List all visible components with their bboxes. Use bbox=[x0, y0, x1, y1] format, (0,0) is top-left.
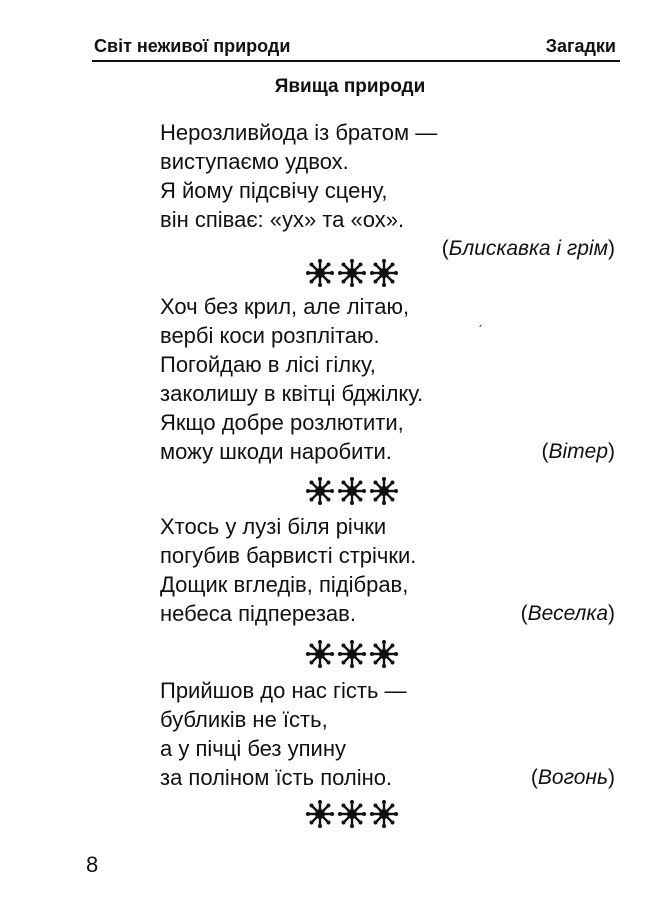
snowflake-icon bbox=[370, 477, 398, 505]
snowflake-icon bbox=[338, 477, 366, 505]
riddle-1 bbox=[160, 118, 615, 263]
riddle-line: Дощик вгледів, підібрав, bbox=[160, 572, 409, 597]
page-number: 8 bbox=[86, 852, 99, 877]
riddle-line: бубликів не їсть, bbox=[160, 707, 328, 732]
riddle-2 bbox=[160, 292, 615, 466]
answer-text: Вітер bbox=[548, 440, 608, 463]
snowflake-icon bbox=[370, 800, 398, 828]
riddle-line: небеса підперезав. bbox=[160, 601, 356, 626]
snowflake-icon bbox=[306, 640, 334, 668]
riddle-line: погубив барвисті стрічки. bbox=[160, 543, 417, 568]
snowflake-icon bbox=[306, 800, 334, 828]
snowflake-icon bbox=[370, 640, 398, 668]
header-section: Світ неживої природи bbox=[94, 36, 291, 56]
riddle-line: Нерозливйода із братом — bbox=[160, 120, 438, 145]
riddle-line: Хоч без крил, але літаю, bbox=[160, 294, 410, 319]
riddle-3 bbox=[160, 512, 615, 628]
page-title: Явища природи bbox=[274, 76, 426, 97]
riddle-answer: (Веселка) bbox=[520, 602, 615, 625]
answer-text: Блискавка і грім bbox=[448, 237, 608, 260]
scan-speck: ˊ bbox=[478, 322, 483, 338]
snowflake-ornament-icon bbox=[304, 799, 400, 829]
riddle-line: Я йому підсвічу сцену, bbox=[160, 178, 388, 203]
riddle-line: Погойдаю в лісі гілку, bbox=[160, 352, 376, 377]
riddle-line-with-answer bbox=[160, 437, 615, 466]
riddle-line: заколишу в квітці бджілку. bbox=[160, 381, 424, 406]
answer-text: Вогонь bbox=[537, 766, 608, 789]
snowflake-ornament-icon bbox=[304, 258, 400, 288]
riddle-4 bbox=[160, 676, 615, 792]
riddle-line: виступаємо удвох. bbox=[160, 149, 349, 174]
riddle-answer: (Вітер) bbox=[541, 440, 615, 463]
riddle-line-with-answer bbox=[160, 599, 615, 628]
header-category: Загадки bbox=[545, 36, 616, 56]
snowflake-icon bbox=[306, 259, 334, 287]
riddle-line: за поліном їсть поліно. bbox=[160, 765, 393, 790]
snowflake-ornament-icon bbox=[304, 639, 400, 669]
riddle-answer: (Вогонь) bbox=[530, 766, 615, 789]
answer-text: Веселка bbox=[527, 602, 608, 625]
riddle-answer: (Блискавка і грім) bbox=[441, 237, 615, 260]
snowflake-ornament-icon bbox=[304, 476, 400, 506]
snowflake-icon bbox=[338, 259, 366, 287]
snowflake-icon bbox=[306, 477, 334, 505]
snowflake-icon bbox=[338, 800, 366, 828]
riddle-line: вербі коси розплітаю. bbox=[160, 323, 380, 348]
riddle-line: Прийшов до нас гість — bbox=[160, 678, 407, 703]
riddle-line: а у пічці без упину bbox=[160, 736, 346, 761]
riddle-line-with-answer bbox=[160, 763, 615, 792]
running-header bbox=[92, 32, 620, 62]
riddle-line: можу шкоди наробити. bbox=[160, 439, 392, 464]
snowflake-icon bbox=[370, 259, 398, 287]
riddle-line: Хтось у лузі біля річки bbox=[160, 514, 387, 539]
snowflake-icon bbox=[338, 640, 366, 668]
riddle-line: він співає: «ух» та «ох». bbox=[160, 207, 405, 232]
riddle-line: Якщо добре розлютити, bbox=[160, 410, 404, 435]
